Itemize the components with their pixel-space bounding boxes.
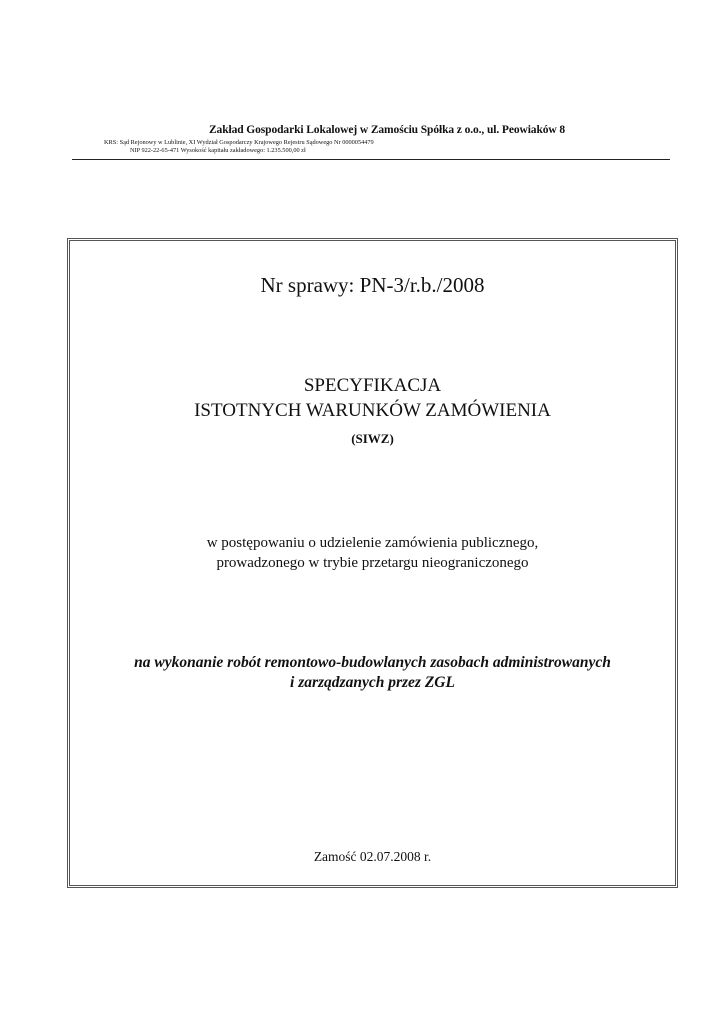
company-tax-capital: NIP 922-22-65-471 Wysokość kapitału zakładowego: 1.235.500,00 zł xyxy=(130,147,306,154)
document-title-line-2: ISTOTNYCH WARUNKÓW ZAMÓWIENIA xyxy=(194,400,551,421)
document-title-line-1: SPECYFIKACJA xyxy=(303,375,442,396)
title-frame xyxy=(67,238,678,888)
letterhead xyxy=(72,124,670,154)
document-title xyxy=(70,373,675,423)
procedure-description xyxy=(70,533,675,573)
title-frame-content xyxy=(70,241,675,885)
contract-subject xyxy=(70,653,675,693)
place-and-date: Zamość 02.07.2008 r. xyxy=(313,849,432,864)
company-registration: KRS: Sąd Rejonowy w Lublinie, XI Wydział Gospodarczy Krajowego Rejestru Sądowego Nr 0000054479 xyxy=(104,139,374,146)
contract-subject-line-1: na wykonanie robót remontowo-budowlanych zasobach administrowanych xyxy=(134,654,611,671)
document-title-abbreviation: (SIWZ) xyxy=(351,431,394,446)
procedure-line-1: w postępowaniu o udzielenie zamówienia publicznego, xyxy=(206,535,539,551)
letterhead-divider xyxy=(72,159,670,160)
procedure-line-2: prowadzonego w trybie przetargu nieograniczonego xyxy=(216,555,529,571)
case-number: Nr sprawy: PN-3/r.b./2008 xyxy=(260,273,485,297)
contract-subject-line-2: i zarządzanych przez ZGL xyxy=(290,674,455,691)
company-name: Zakład Gospodarki Lokalowej w Zamościu Spółka z o.o., ul. Peowiaków 8 xyxy=(208,124,566,136)
